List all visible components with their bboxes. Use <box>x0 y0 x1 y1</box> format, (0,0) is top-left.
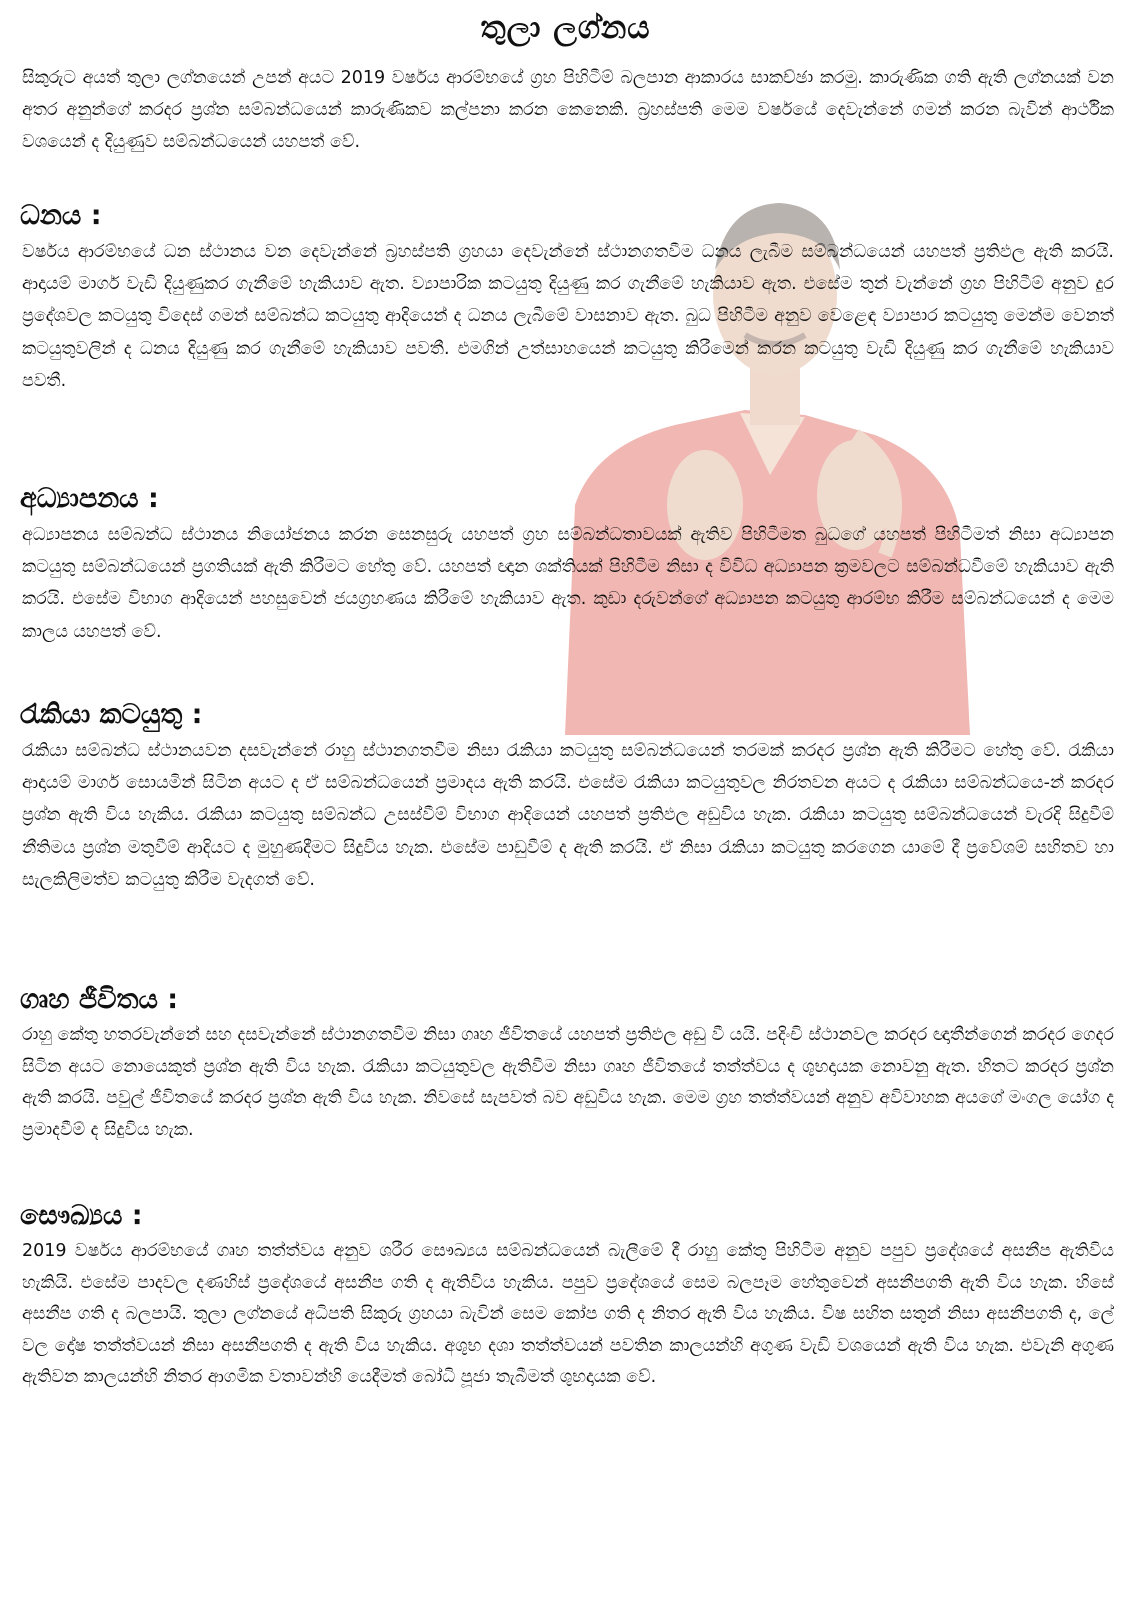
section-heading-employment: රැකියා කටයුතු : <box>20 699 203 730</box>
section-body-employment: රැකියා සම්බන්ධ ස්ථානයවන දසවැන්නේ රාහු ස්ථානගතවීම නිසා රැකියා කටයුතු සම්බන්ධයෙන් තරමක් කරදර ප්‍රශ්න ඇති කිරීමට හේතු වේ. රැකියා ආදායම් මාර්ග සොයමින් සිටින අයට ද ඒ සම්බන්ධයෙන් ප්‍රමාදය ඇති කරයි. එසේම රැකියා කටයුතුවල නිරතවන අයට ද රැකියා සම්බන්ධයෙ-න් කරදර ප්‍රශ්න ඇති විය හැකිය. රැකියා කටයුතු සම්බන්ධ උසස්වීම් විභාග ආදියෙන් යහපත් ප්‍රතිඵල අඩුවිය හැක. රැකියා කටයුතු සම්බන්ධයෙන් වැරදි සිදුවීම් නීතිමය ප්‍රශ්න මතුවීම් ආදියට ද මුහුණදීමට සිදුවිය හැක. එසේම පාඩුවීම් ද ඇති කරයි. ඒ නිසා රැකියා කටයුතු කරගෙන යාමේ දී ප්‍රවේශම් සහිතව හා සැලකිලිමත්ව කටයුතු කිරීම වැදගත් වේ. <box>22 741 1114 890</box>
section-body-health: 2019 වර්ෂය ආරම්භයේ ගෘහ තත්ත්වය අනුව ශරීර සෞඛ්‍යය සම්බන්ධයෙන් බැලීමේ දී රාහු කේතු පිහිටීම අනුව පපුව ප්‍රදේශයේ අසනීප ඇතිවිය හැකියි. එසේම පාදවල දණහිස් ප්‍රදේශයේ අසනීප ගති ද ඇතිවිය හැකිය. පපුව ප්‍රදේශයේ සෙම බලපෑම හේතුවෙන් අසනීපගති ඇති විය හැක. හිසේ අසනීප ගති ද බලපායි. තුලා ලග්නයේ අධිපති සිකුරු ග්‍රහයා බැවින් සෙම කෝප ගති ද නිතර ඇති විය හැකිය. විෂ සහිත සතුන් නිසා අසනීපගති ද, ලේ වල දෝෂ තත්ත්වයන් නිසා අසනීපගති ද ඇති විය හැකිය. අශුභ දශා තත්ත්වයන් පවතින කාලයන්හි අගුණ වැඩි වශයෙන් ඇති විය හැක. එවැනි අගුණ ඇතිවන කාලයන්හි නිතර ආගමික වතාවන්හි යෙදීමත් බෝධි පූජා තැබීමත් ශුභදායක වේ. <box>22 1241 1114 1388</box>
section-heading-wealth: ධනය : <box>20 200 102 231</box>
section-heading-home-life: ගෘහ ජීවිතය : <box>20 984 179 1015</box>
section-body-home-life: රාහු කේතු හතරවැන්නේ සහ දසවැන්නේ ස්ථානගතවීම නිසා ගෘහ ජීවිතයේ යහපත් ප්‍රතිඵල අඩු වී යයි. පදිංචි ස්ථානවල කරදර ඥාතීන්ගෙන් කරදර ගෙදර සිටින අයට නොයෙකුත් ප්‍රශ්න ඇති විය හැක. රැකියා කටයුතුවල ඇතිවීම නිසා ගෘහ ජීවිතයේ තත්ත්වය ද ශුභදායක නොවනු ඇත. හිතට කරදර ප්‍රශ්න ඇති කරයි. පවුල් ජීවිතයේ කරදර ප්‍රශ්න ඇති විය හැක. නිවසේ සැපවත් බව අඩුවිය හැක. මෙම ග්‍රහ තත්ත්වයන් අනුව අවිවාහක අයගේ මංගල යෝග ද ප්‍රමාදවීම් ද සිදුවිය හැක. <box>22 1025 1114 1140</box>
section-body-wealth: වර්ෂය ආරම්භයේ ධන ස්ථානය වන දෙවැන්නේ බ්‍රහස්පති ග්‍රහයා දෙවැන්නේ ස්ථානගතවීම ධනය ලැබීම සම්බන්ධයෙන් යහපත් ප්‍රතිඵල ඇති කරයි. ආදායම් මාර්ග වැඩි දියුණුකර ගැනීමේ හැකියාව ඇත. ව්‍යාපාරික කටයුතු දියුණු කර ගැනීමේ හැකියාව ඇත. එසේම තුන් වැන්නේ ග්‍රහ පිහිටීම් අනුව දුර ප්‍රදේශවල කටයුතු විදෙස් ගමන් සම්බන්ධ කටයුතු ආදියෙන් ද ධනය ලැබීමේ වාසනාව ඇත. බුධ පිහිටීම අනුව වෙළෙඳ ව්‍යාපාර කටයුතු මෙන්ම වෙනත් කටයුතුවලින් ද ධනය දියුණු කර ගැනීමේ හැකියාව පවතී. එමගින් උත්සාහයෙන් කටයුතු කිරීමෙන් කරන කටයුතු වැඩි දියුණු කර ගැනීමේ හැකියාව පවතී. <box>22 242 1114 391</box>
section-heading-education: අධ්‍යාපනය : <box>20 483 159 514</box>
page-title: තුලා ලග්නය <box>480 10 651 46</box>
intro-paragraph: සිකුරුට අයත් තුලා ලග්නයෙන් උපන් අයට 2019 වර්ෂය ආරම්භයේ ග්‍රහ පිහිටීම් බලපාන ආකාරය සාකච්ඡා කරමු. කාරුණික ගති ඇති ලග්නයක් වන අතර අනුන්ගේ කරදර ප්‍රශ්න සම්බන්ධයෙන් කාරුණිකව කල්පනා කරන කෙනෙකි. බ්‍රහස්පති මෙම වර්ෂයේ දෙවැන්නේ ගමන් කරන බැවින් ආර්ථික වශයෙන් ද දියුණුව සම්බන්ධයෙන් යහපත් වේ. <box>22 68 1114 153</box>
section-heading-health: සෞඛ්‍යය : <box>20 1200 143 1231</box>
section-body-education: අධ්‍යාපනය සම්බන්ධ ස්ථානය නියෝජනය කරන සෙනසුරු යහපත් ග්‍රහ සම්බන්ධතාවයක් ඇතිව පිහිටීමත බුධගේ යහපත් පිහිටීමත් නිසා අධ්‍යාපන කටයුතු සම්බන්ධයෙන් ප්‍රගතියක් ඇති කිරීමට හේතු වේ. යහපත් ඥාන ශක්තියක් පිහිටීම නිසා ද විවිධ අධ්‍යාපන ක්‍රමවලට සම්බන්ධවීමේ හැකියාව ඇති කරයි. එසේම විභාග ආදියෙන් පහසුවෙන් ජයග්‍රහණය කිරීමේ හැකියාව ඇත. කුඩා දරුවන්ගේ අධ්‍යාපන කටයුතු ආරම්භ කිරීම සම්බන්ධයෙන් ද මෙම කාලය යහපත් වේ. <box>22 525 1114 642</box>
